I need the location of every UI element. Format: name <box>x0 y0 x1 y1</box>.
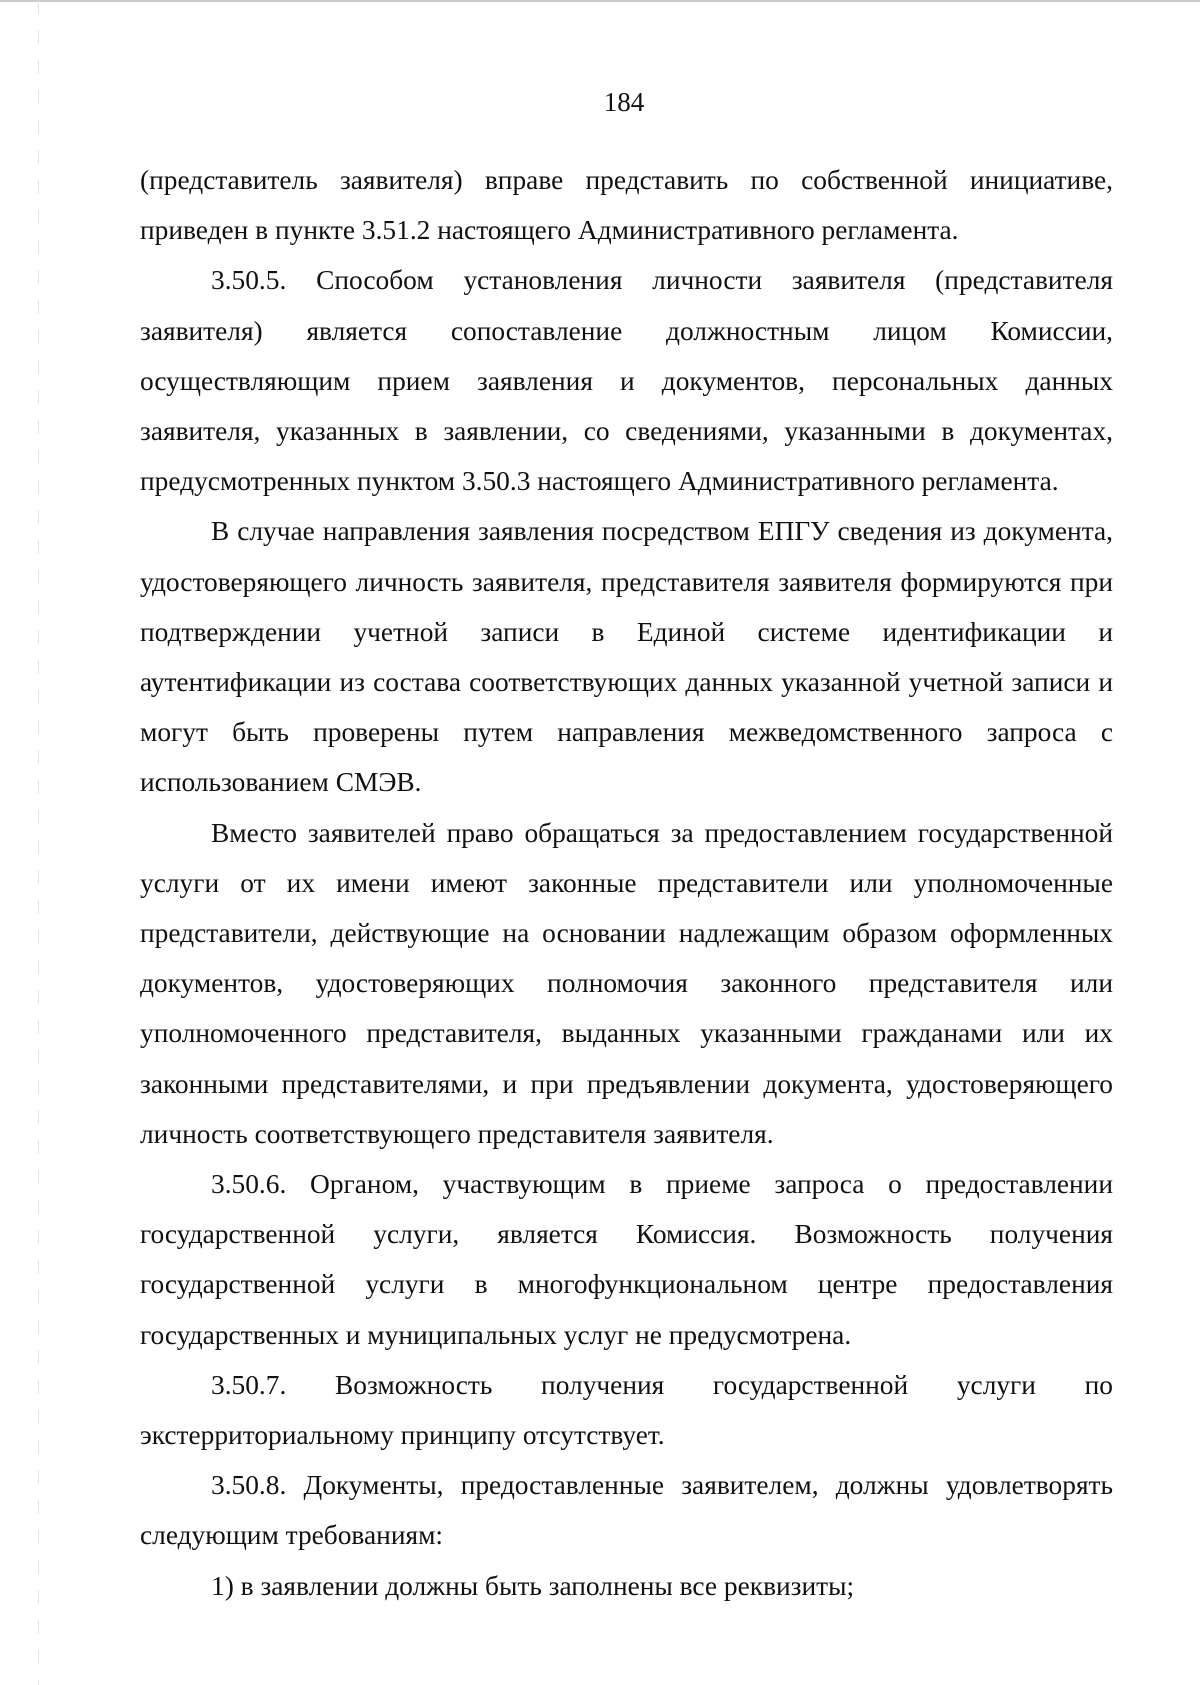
document-body <box>140 155 1113 1611</box>
paragraph-continuation: (представитель заявителя) вправе представить по собственной инициативе, приведен в пункте 3.51.2 настоящего Административного регламента. <box>140 165 1113 246</box>
paragraph-3-50-6: 3.50.6. Органом, участвующим в приеме запроса о предоставлении государственной услуги, является Комиссия. Возможность получения государственной услуги в многофункциональном центре предоставления государственных и муниципальных услуг не предусмотрена. <box>140 1169 1113 1350</box>
paragraph-epgu: В случае направления заявления посредством ЕПГУ сведения из документа, удостоверяющего личность заявителя, представителя заявителя формируются при подтверждении учетной записи в Единой системе идентификации и аутентификации из состава соответствующих данных указанной учетной записи и могут быть проверены путем направления межведомственного запроса с использованием СМЭВ. <box>140 516 1113 798</box>
paragraph-3-50-8: 3.50.8. Документы, предоставленные заявителем, должны удовлетворять следующим требованиям: <box>140 1470 1113 1551</box>
paragraph-representatives: Вместо заявителей право обращаться за предоставлением государственной услуги от их имени имеют законные представители или уполномоченные представители, действующие на основании надлежащим образом оформленных документов, удостоверяющих полномочия законного представителя или уполномоченного представителя, выданных указанными гражданами или их законными представителями, и при предъявлении документа, удостоверяющего личность соответствующего представителя заявителя. <box>140 817 1113 1149</box>
page-number: 184 <box>603 87 645 117</box>
paragraph-3-50-7: 3.50.7. Возможность получения государственной услуги по экстерриториальному принципу отсутствует. <box>140 1369 1113 1451</box>
list-item-1: 1) в заявлении должны быть заполнены все реквизиты; <box>211 1570 855 1601</box>
paragraph-3-50-5: 3.50.5. Способом установления личности заявителя (представителя заявителя) является сопоставление должностным лицом Комиссии, осуществляющим прием заявления и документов, персональных данных заявителя, указанных в заявлении, со сведениями, указанными в документах, предусмотренных пунктом 3.50.3 настоящего Административного регламента. <box>140 265 1113 497</box>
